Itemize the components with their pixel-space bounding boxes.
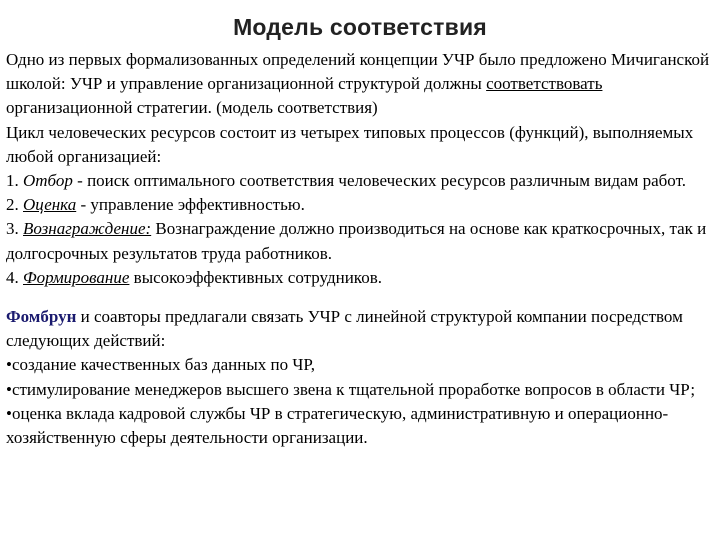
- process-description: поиск оптимального соответствия человеческих ресурсов различным видам работ.: [87, 171, 686, 191]
- process-item-1: [6, 169, 714, 193]
- intro-text-start: Одно из первых формализованных определений концепции УЧР было предложено Мичиганской школой: УЧР и управление организационной структурой должны: [6, 50, 710, 94]
- process-number: 1.: [6, 171, 23, 191]
- process-description: Вознаграждение должно производиться на основе как краткосрочных, так и долгосрочных результатов труда работников.: [6, 219, 707, 263]
- process-number: 2.: [6, 195, 23, 215]
- fombrun-name: Фомбрун: [6, 307, 77, 327]
- slide-body: [6, 48, 714, 450]
- intro-text-end: организационной стратегии. (модель соответствия): [6, 98, 378, 118]
- process-separator: -: [72, 171, 88, 191]
- process-description: управление эффективностью.: [90, 195, 305, 215]
- process-number: 3.: [6, 219, 23, 239]
- section-spacer: [6, 290, 714, 305]
- bullet-item-3: •оценка вклада кадровой службы ЧР в стратегическую, административную и операционно-хозяйственную сферы деятельности организации.: [6, 403, 669, 448]
- process-item-3: [6, 217, 714, 265]
- process-item-2: [6, 193, 714, 217]
- process-term: Оценка: [23, 195, 77, 215]
- intro-underlined-term: соответствовать: [486, 74, 603, 94]
- fombrun-paragraph: [6, 305, 714, 353]
- process-number: 4.: [6, 267, 23, 287]
- process-term: Вознаграждение:: [23, 219, 152, 239]
- bullet-item-2: •стимулирование менеджеров высшего звена к тщательной проработке вопросов в области ЧР;: [6, 379, 696, 399]
- fombrun-text: и соавторы предлагали связать УЧР с линейной структурой компании посредством следующих действий:: [6, 307, 683, 351]
- process-term: Формирование: [23, 267, 130, 287]
- intro-paragraph: [6, 48, 714, 121]
- process-item-4: [6, 266, 714, 290]
- slide-title: Модель соответствия: [233, 14, 487, 40]
- process-term: Отбор: [23, 171, 73, 191]
- process-description: высокоэффективных сотрудников.: [133, 267, 382, 287]
- process-separator: -: [76, 195, 91, 215]
- bullet-item-1: •создание качественных баз данных по ЧР,: [6, 355, 315, 375]
- cycle-paragraph: Цикл человеческих ресурсов состоит из четырех типовых процессов (функций), выполняемых любой организацией:: [6, 122, 694, 166]
